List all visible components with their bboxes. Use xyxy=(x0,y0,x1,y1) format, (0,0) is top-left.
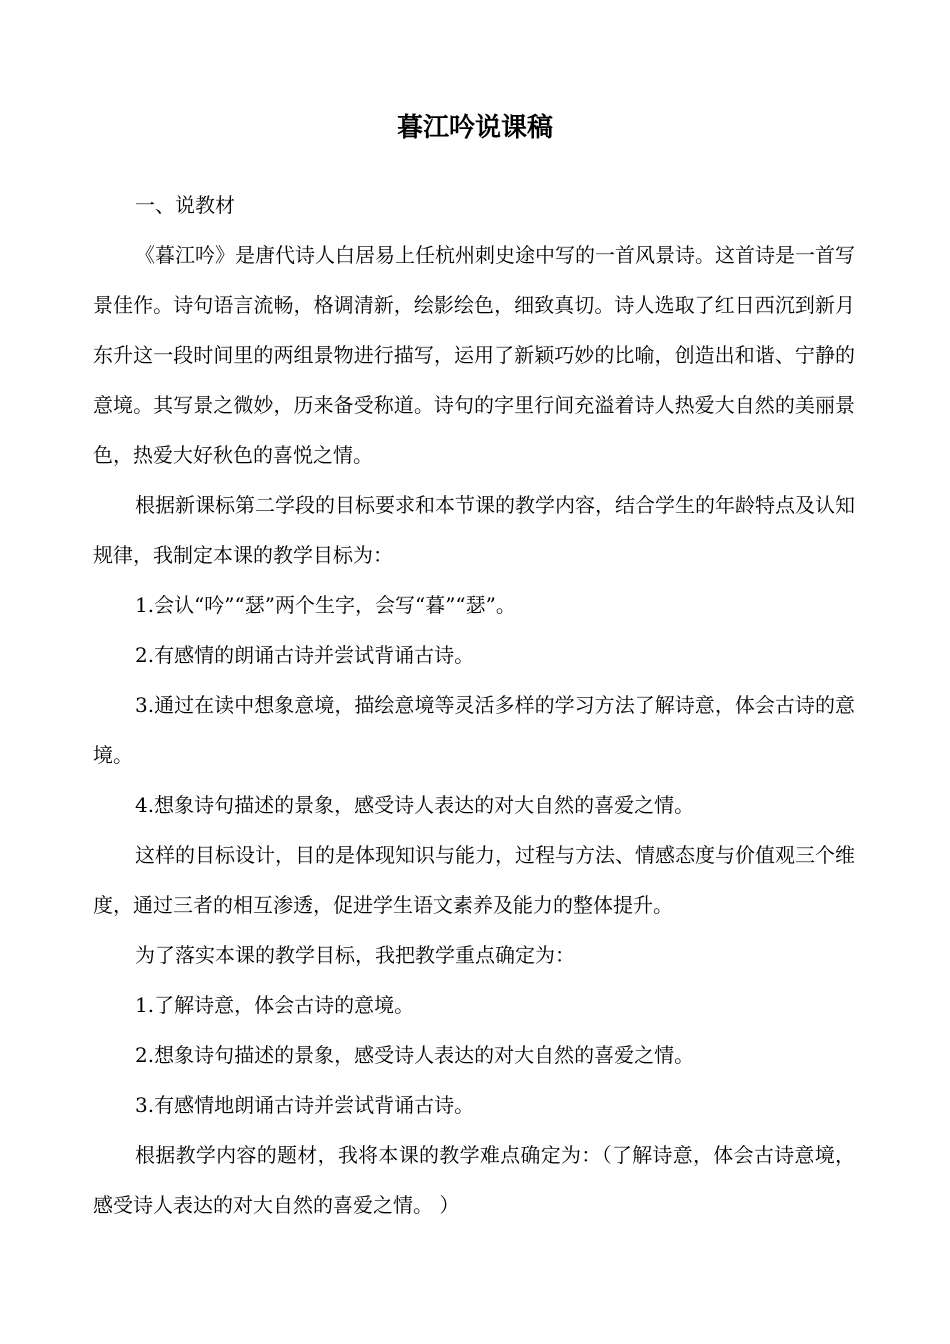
document-body xyxy=(93,180,855,1230)
document-title: 暮江吟说课稿 xyxy=(396,113,553,143)
key-point-item-3: 3.有感情地朗诵古诗并尝试背诵古诗。 xyxy=(135,1093,475,1117)
paragraph-objective-design: 这样的目标设计，目的是体现知识与能力，过程与方法、情感态度与价值观三个维度，通过三者的相互渗透，促进学生语文素养及能力的整体提升。 xyxy=(93,843,855,917)
key-point-item-1: 1.了解诗意，体会古诗的意境。 xyxy=(135,993,415,1017)
objective-item-1: 1.会认“吟”“瑟”两个生字，会写“暮”“瑟”。 xyxy=(135,593,516,617)
paragraph-difficulty: 根据教学内容的题材，我将本课的教学难点确定为：（了解诗意，体会古诗意境，感受诗人表达的对大自然的喜爱之情。 ） xyxy=(93,1143,855,1217)
paragraph-objectives-intro: 根据新课标第二学段的目标要求和本节课的教学内容，结合学生的年龄特点及认知规律，我制定本课的教学目标为： xyxy=(93,493,855,567)
paragraph-poem-introduction: 《暮江吟》是唐代诗人白居易上任杭州刺史途中写的一首风景诗。这首诗是一首写景佳作。诗句语言流畅，格调清新，绘影绘色，细致真切。诗人选取了红日西沉到新月东升这一段时间里的两组景物进行描写，运用了新颖巧妙的比喻，创造出和谐、宁静的意境。其写景之微妙，历来备受称道。诗句的字里行间充溢着诗人热爱大自然的美丽景色，热爱大好秋色的喜悦之情。 xyxy=(93,243,855,467)
paragraph-key-points-intro: 为了落实本课的教学目标，我把教学重点确定为： xyxy=(135,943,575,967)
objective-item-2: 2.有感情的朗诵古诗并尝试背诵古诗。 xyxy=(135,643,475,667)
section-heading-teaching-material: 一、说教材 xyxy=(135,193,235,217)
objective-item-3: 3.通过在读中想象意境，描绘意境等灵活多样的学习方法了解诗意，体会古诗的意境。 xyxy=(93,693,855,767)
key-point-item-2: 2.想象诗句描述的景象，感受诗人表达的对大自然的喜爱之情。 xyxy=(135,1043,695,1067)
objective-item-4: 4.想象诗句描述的景象，感受诗人表达的对大自然的喜爱之情。 xyxy=(135,793,695,817)
